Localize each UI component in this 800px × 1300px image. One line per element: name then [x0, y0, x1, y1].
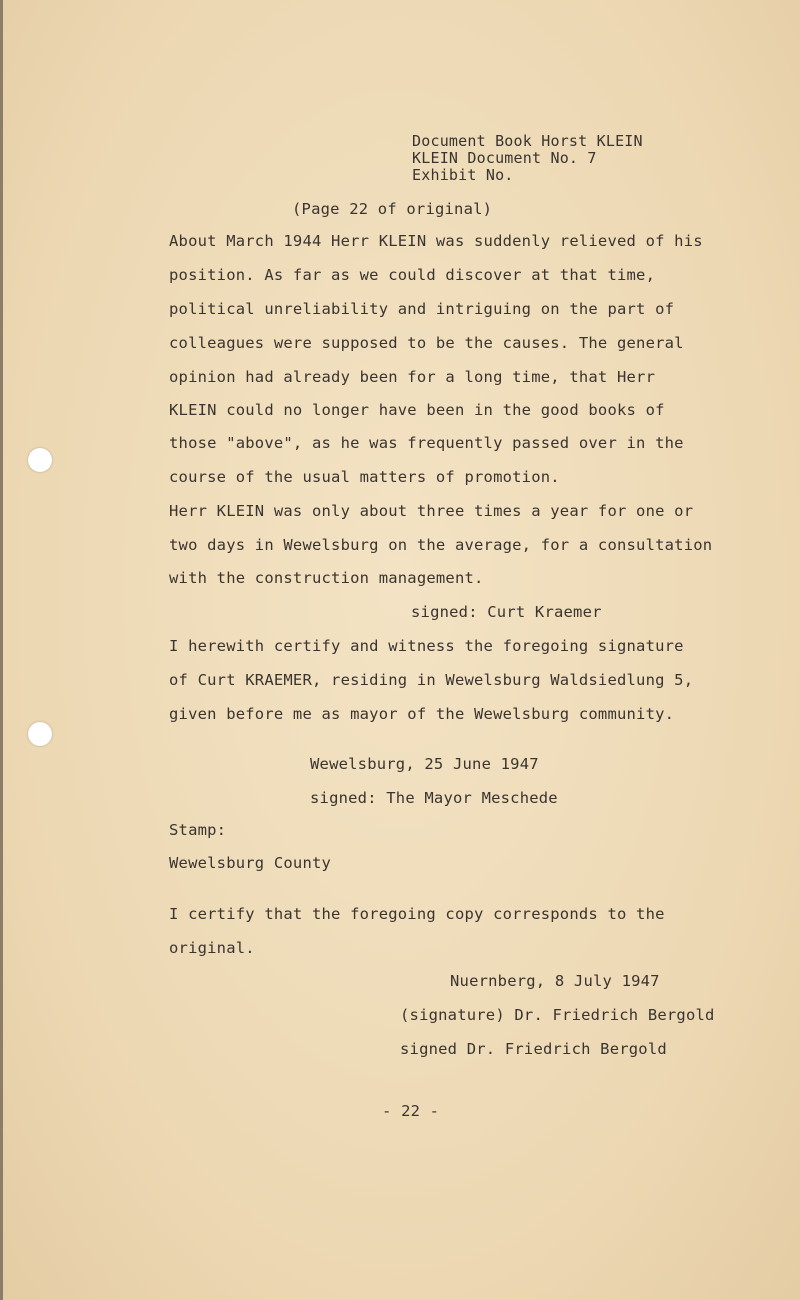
page-edge	[0, 0, 3, 1300]
copy-cert-line: I certify that the foregoing copy corresponds to the	[169, 905, 665, 923]
stamp-label: Stamp:	[169, 821, 227, 839]
header-document-book: Document Book Horst KLEIN	[412, 132, 643, 150]
page-number: - 22 -	[382, 1102, 440, 1120]
certify-line: I herewith certify and witness the foregoing signature	[169, 637, 684, 655]
place-date: Wewelsburg, 25 June 1947	[310, 755, 539, 773]
punch-hole	[28, 722, 52, 746]
signed-bergold: signed Dr. Friedrich Bergold	[400, 1040, 667, 1058]
body-line: those "above", as he was frequently passed over in the	[169, 434, 684, 452]
signed-mayor: signed: The Mayor Meschede	[310, 789, 558, 807]
header-document-number: KLEIN Document No. 7	[412, 149, 597, 167]
punch-hole	[28, 448, 52, 472]
body-line: colleagues were supposed to be the causes. The general	[169, 334, 684, 352]
body-line: political unreliability and intriguing on the part of	[169, 300, 675, 318]
body-line: KLEIN could no longer have been in the good books of	[169, 401, 665, 419]
body-line: Herr KLEIN was only about three times a year for one or	[169, 502, 694, 520]
header-exhibit: Exhibit No.	[412, 166, 514, 184]
body-line: opinion had already been for a long time, that Herr	[169, 368, 656, 386]
signature-line: (signature) Dr. Friedrich Bergold	[400, 1006, 715, 1024]
copy-cert-line: original.	[169, 939, 255, 957]
body-line: position. As far as we could discover at that time,	[169, 266, 656, 284]
body-line: About March 1944 Herr KLEIN was suddenly relieved of his	[169, 232, 703, 250]
nuernberg-date: Nuernberg, 8 July 1947	[450, 972, 660, 990]
certify-line: given before me as mayor of the Wewelsburg community.	[169, 705, 675, 723]
stamp-text: Wewelsburg County	[169, 854, 332, 872]
body-line: two days in Wewelsburg on the average, for a consultation	[169, 536, 713, 554]
certify-line: of Curt KRAEMER, residing in Wewelsburg Waldsiedlung 5,	[169, 671, 694, 689]
page-reference: (Page 22 of original)	[292, 200, 493, 218]
signed-kraemer: signed: Curt Kraemer	[411, 603, 602, 621]
body-line: course of the usual matters of promotion.	[169, 468, 560, 486]
body-line: with the construction management.	[169, 569, 484, 587]
